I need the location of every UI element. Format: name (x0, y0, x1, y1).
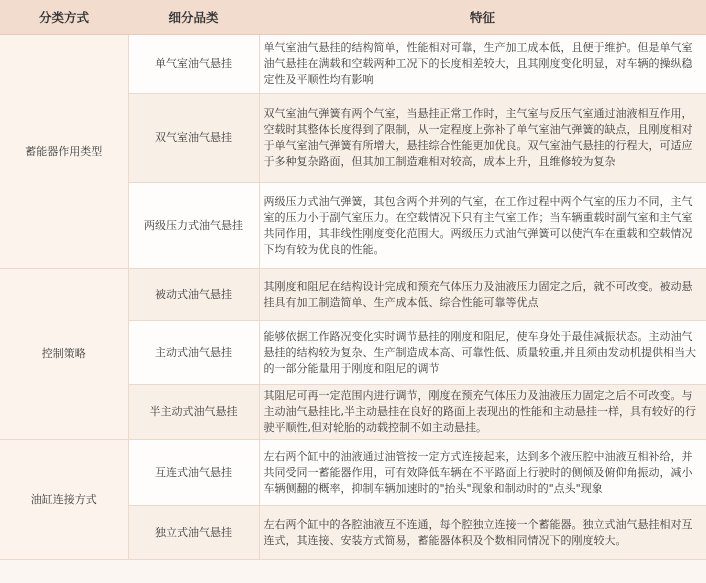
category-cylinder-connection: 油缸连接方式 (0, 440, 128, 560)
header-classification-method: 分类方式 (0, 0, 128, 35)
subcategory-cell: 互连式油气悬挂 (128, 440, 259, 506)
category-control: 控制策略 (0, 269, 128, 440)
subcategory-cell: 被动式油气悬挂 (128, 269, 259, 321)
feature-cell: 其阻尼可再一定范围内进行调节，刚度在预充气体压力及油液压力固定之后不可改变。与主动油气悬挂比,半主动悬挂在良好的路面上表现出的性能和主动悬挂一样，具有较好的行驶平顺性,但对轮胎的动载控制不如主动悬挂。 (259, 385, 706, 440)
subcategory-cell: 主动式油气悬挂 (128, 321, 259, 385)
table-row (0, 269, 706, 321)
feature-cell: 两级压力式油气弹簧，其包含两个并列的气室，在工作过程中两个气室的压力不同，主气室的压力小于副气室压力。在空载情况下只有主气室工作；当车辆重载时副气室和主气室共同作用，其非线性刚度变化范围大。两级压力式油气弹簧可以使汽车在重载和空载情况下均有较为优良的性能。 (259, 183, 706, 269)
subcategory-cell: 半主动式油气悬挂 (128, 385, 259, 440)
table-row (0, 35, 706, 94)
category-accumulator: 蓄能器作用类型 (0, 35, 128, 269)
feature-cell: 单气室油气悬挂的结构简单，性能相对可靠，生产加工成本低，且便于维护。但是单气室油气悬挂在满载和空载两种工况下的长度相差较大，且其刚度变化明显，对车辆的操纵稳定性及平顺性均有影响 (259, 35, 706, 94)
table-header-row (0, 0, 706, 35)
feature-cell: 能够依据工作路况变化实时调节悬挂的刚度和阻尼，使车身处于最佳减振状态。主动油气悬挂的结构较为复杂、生产制造成本高、可靠性低、质量较重,并且须由发动机提供相当大的一部分能量用于刚度和阻尼的调节 (259, 321, 706, 385)
feature-cell: 左右两个缸中的各腔油液互不连通，每个腔独立连接一个蓄能器。独立式油气悬挂相对互连式，其连接、安装方式简易，蓄能器体积及个数相同情况下的刚度较大。 (259, 506, 706, 560)
table-row (0, 440, 706, 506)
feature-cell: 双气室油气弹簧有两个气室，当悬挂正常工作时，主气室与反压气室通过油液相互作用，空载时其整体长度得到了限制，从一定程度上弥补了单气室油气弹簧的缺点，且刚度相对于单气室油气弹簧有所增大，悬挂综合性能更加优良。双气室油气悬挂的行程大，可适应于多种复杂路面，但其加工制造难相对较高，成本上升，且维修较为复杂 (259, 94, 706, 183)
header-feature: 特征 (259, 0, 706, 35)
header-subcategory: 细分品类 (128, 0, 259, 35)
feature-cell: 其刚度和阻尼在结构设计完成和预充气体压力及油液压力固定之后，就不可改变。被动悬挂具有加工制造简单、生产成本低、综合性能可靠等优点 (259, 269, 706, 321)
feature-cell: 左右两个缸中的油液通过油管按一定方式连接起来，达到多个液压腔中油液互相补给，并共同受同一蓄能器作用，可有效降低车辆在不平路面上行驶时的侧倾及俯仰角振动，减小车辆侧翻的概率，抑制车辆加速时的"抬头"现象和制动时的"点头"现象 (259, 440, 706, 506)
subcategory-cell: 双气室油气悬挂 (128, 94, 259, 183)
subcategory-cell: 两级压力式油气悬挂 (128, 183, 259, 269)
subcategory-cell: 独立式油气悬挂 (128, 506, 259, 560)
subcategory-cell: 单气室油气悬挂 (128, 35, 259, 94)
